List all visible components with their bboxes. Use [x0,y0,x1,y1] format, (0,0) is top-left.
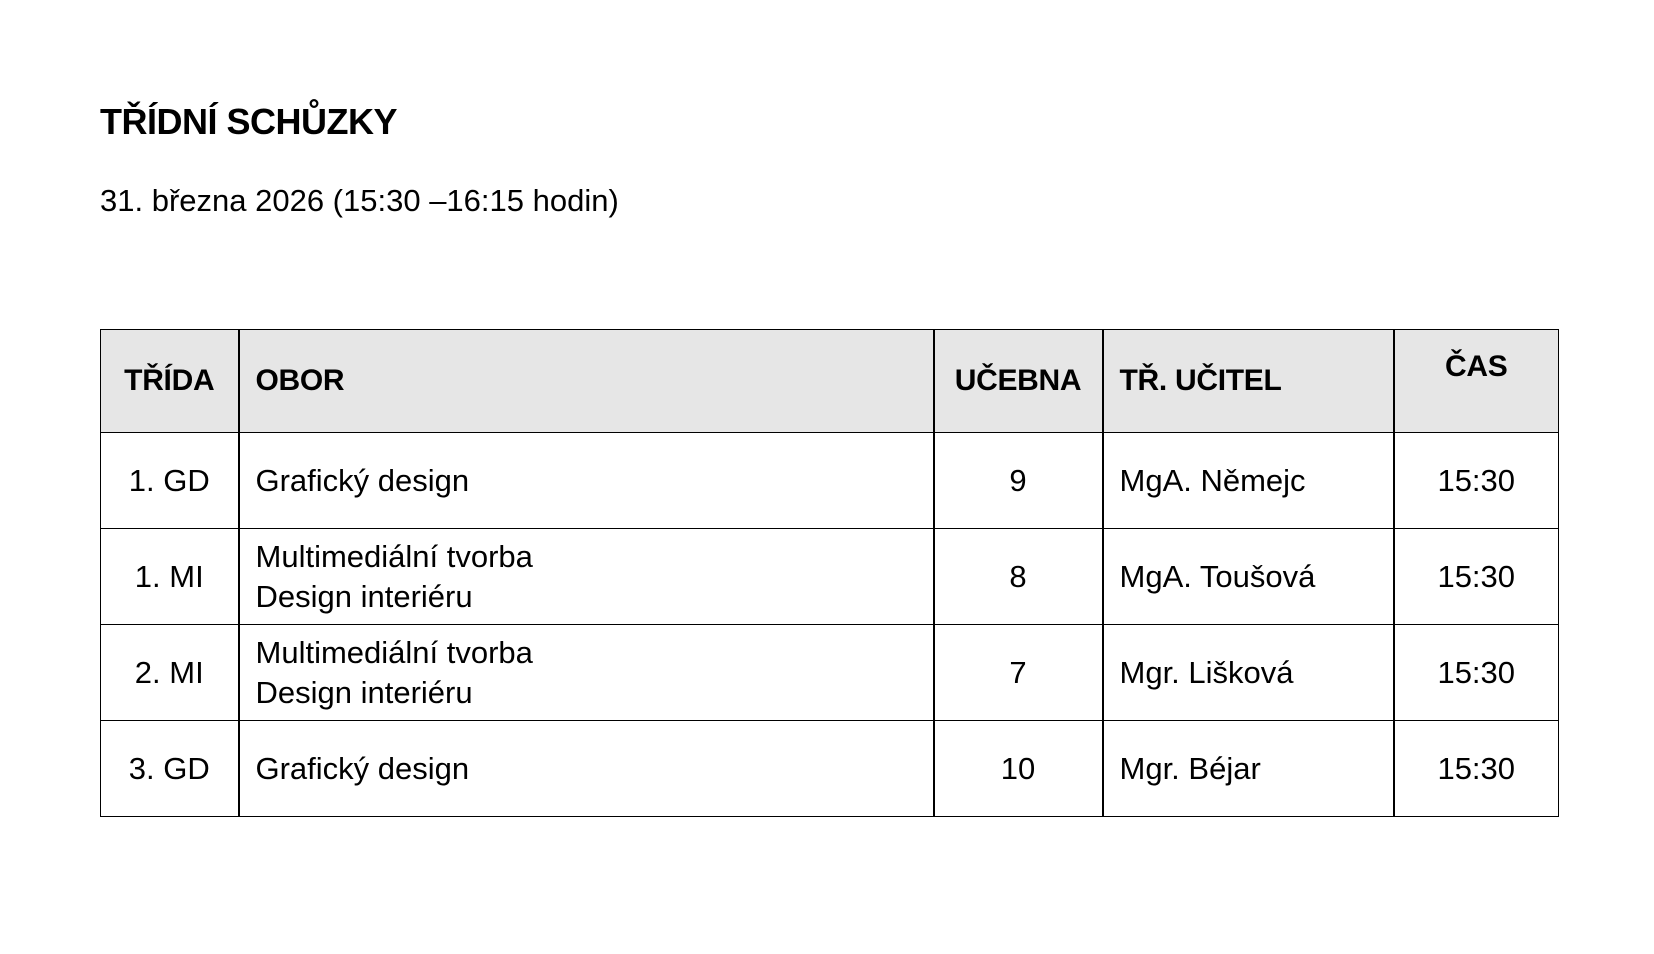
table-row [101,529,1559,625]
cell-class: 2. MI [101,625,239,721]
field-line: Grafický design [255,750,470,786]
table-row [101,721,1559,817]
cell-teacher: MgA. Němejc [1103,433,1394,529]
cell-classroom: 9 [934,433,1103,529]
column-header-field: OBOR [239,330,934,433]
meeting-date-subtitle: 31. března 2026 (15:30 –16:15 hodin) [100,183,619,218]
cell-class: 1. GD [101,433,239,529]
cell-classroom: 7 [934,625,1103,721]
cell-time: 15:30 [1394,529,1559,625]
cell-time: 15:30 [1394,721,1559,817]
column-header-time: ČAS [1394,330,1559,433]
cell-field [239,433,934,529]
table-body [101,433,1559,817]
cell-time: 15:30 [1394,433,1559,529]
column-header-classroom: UČEBNA [934,330,1103,433]
field-line: Grafický design [255,462,470,498]
cell-class: 3. GD [101,721,239,817]
table-row [101,625,1559,721]
cell-field [239,529,934,625]
cell-time: 15:30 [1394,625,1559,721]
table-row [101,433,1559,529]
cell-teacher: MgA. Toušová [1103,529,1394,625]
cell-classroom: 8 [934,529,1103,625]
cell-teacher: Mgr. Lišková [1103,625,1394,721]
page-title: TŘÍDNÍ SCHŮZKY [100,101,397,142]
cell-field [239,721,934,817]
field-line: Design interiéru [255,578,473,614]
field-line: Multimediální tvorba [255,538,533,574]
table-header-row [101,330,1559,433]
column-header-teacher: TŘ. UČITEL [1103,330,1394,433]
cell-class: 1. MI [101,529,239,625]
cell-classroom: 10 [934,721,1103,817]
table-header [101,330,1559,433]
field-line: Design interiéru [255,674,473,710]
field-line: Multimediální tvorba [255,634,533,670]
cell-teacher: Mgr. Béjar [1103,721,1394,817]
meetings-table [100,329,1559,817]
column-header-class: TŘÍDA [101,330,239,433]
cell-field [239,625,934,721]
